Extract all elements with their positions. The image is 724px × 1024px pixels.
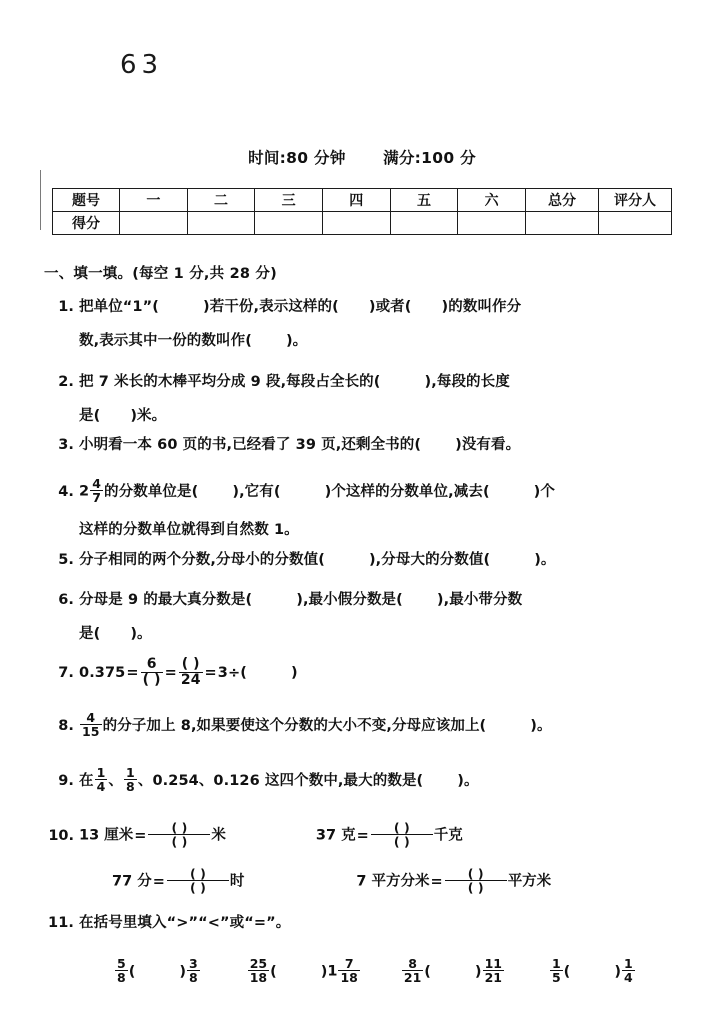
unit-conversion-item-4 [356, 868, 551, 895]
fraction-right [187, 957, 200, 984]
fraction-left [402, 957, 423, 984]
denominator: 8 [188, 970, 198, 986]
comparison-item-4 [549, 958, 636, 985]
q3-text-b: )没有看。 [455, 437, 521, 453]
q6-text-e: )。 [130, 626, 152, 642]
paren-open: ( [128, 963, 136, 980]
question-text [79, 710, 552, 740]
separator: 、 [137, 772, 153, 789]
denominator: 18 [340, 970, 358, 986]
unit-conversion-item-3 [112, 868, 244, 895]
fraction-2 [124, 766, 137, 793]
q1-text-f: )。 [285, 333, 308, 349]
numerator-blank[interactable]: ( ) [171, 820, 188, 835]
denominator-blank[interactable]: ( ) [167, 880, 229, 894]
q4-text-c: )个这样的分数单位,减去( [324, 483, 490, 500]
q6-text-d: 是( [79, 626, 101, 642]
question-number: 7. [58, 665, 74, 682]
numerator-blank[interactable]: ( ) [181, 656, 200, 672]
q5-text-a: 分子相同的两个分数,分母小的分数值( [79, 552, 325, 568]
score-table-header-cell: 三 [255, 189, 323, 212]
separator: 、 [108, 772, 124, 789]
q4-text-e: 这样的分数单位就得到自然数 1。 [79, 522, 299, 538]
q1-text-e: 数,表示其中一份的数叫作( [79, 333, 252, 349]
paren-open: ( [270, 963, 277, 980]
score-table-header-cell: 二 [187, 189, 255, 212]
numerator: 25 [249, 956, 268, 971]
numerator: 3 [188, 956, 198, 971]
fraction-left [248, 957, 269, 984]
question-4-line2 [44, 523, 710, 538]
q9-close: )。 [457, 772, 479, 789]
question-text [79, 552, 556, 568]
denominator: 4 [623, 970, 633, 986]
question-number: 9. [58, 772, 74, 789]
conversion-unit: 米 [211, 827, 226, 844]
question-5 [44, 553, 710, 568]
score-table [52, 188, 672, 235]
paren-close: ) [614, 963, 621, 980]
numerator: 1 [551, 956, 561, 971]
equals-sign: = [356, 827, 369, 844]
numerator: 8 [408, 956, 417, 971]
score-table-header-cell: 一 [120, 189, 188, 212]
denominator: 18 [249, 970, 268, 986]
section-heading: 一、填一填。(每空 1 分,共 28 分) [44, 266, 277, 282]
denominator: 8 [126, 779, 135, 795]
conversion-left: 77 分 [112, 873, 152, 890]
fraction [90, 477, 103, 504]
score-table-header-cell: 总分 [526, 189, 599, 212]
denominator-blank[interactable]: ( ) [445, 880, 507, 894]
q1-text-d: )的数叫作分 [441, 299, 522, 315]
q7-tail-close: ) [290, 665, 298, 682]
score-cell[interactable] [120, 212, 188, 235]
question-10 [44, 822, 716, 849]
q4-text-d: )个 [533, 483, 555, 500]
numerator: 4 [92, 476, 102, 491]
numerator: 6 [146, 656, 157, 672]
question-number: 5. [58, 552, 74, 568]
numerator: 1 [126, 765, 135, 780]
score-table-row-label: 得分 [53, 212, 120, 235]
comparison-item-2 [247, 958, 361, 985]
question-9 [44, 767, 710, 794]
score-table-value-row [53, 212, 672, 235]
question-11 [44, 916, 710, 931]
q6-text-b: ),最小假分数是( [296, 592, 403, 608]
numerator: 1 [96, 765, 106, 780]
fraction-2[interactable] [179, 657, 203, 687]
q9-text: 0.254、0.126 这四个数中,最大的数是( [152, 772, 424, 789]
question-expression [79, 656, 298, 688]
denominator: 24 [180, 671, 201, 688]
fraction-left [115, 957, 128, 984]
fraction[interactable] [371, 821, 433, 848]
q1-text-c: )或者( [368, 299, 412, 315]
score-cell[interactable] [187, 212, 255, 235]
q1-text-b: )若干份,表示这样的( [202, 299, 339, 315]
question-text [79, 299, 521, 315]
numerator-blank[interactable]: ( ) [467, 866, 484, 881]
fraction-1[interactable] [141, 657, 163, 687]
q6-text-c: ),最小带分数 [436, 592, 523, 608]
question-text [79, 437, 520, 453]
denominator-blank[interactable]: ( ) [148, 834, 210, 848]
score-table-header-row [53, 189, 672, 212]
score-cell[interactable] [390, 212, 458, 235]
score-cell[interactable] [458, 212, 526, 235]
question-number: 1. [58, 299, 74, 315]
numerator: 1 [623, 956, 633, 971]
denominator: 15 [82, 724, 100, 740]
score-cell[interactable] [526, 212, 599, 235]
question-8 [44, 712, 710, 739]
q2-text-b: ),每段的长度 [424, 374, 510, 390]
question-text [79, 374, 510, 390]
conversion-left: 7 平方分米 [356, 873, 430, 890]
q8-text-a: 的分子加上 8,如果要使这个分数的大小不变,分母应该加上( [102, 717, 487, 734]
denominator: 4 [96, 779, 106, 795]
question-text [79, 476, 555, 506]
denominator: 8 [117, 970, 126, 986]
question-2-line2 [44, 409, 710, 424]
numerator: 5 [117, 956, 126, 971]
numerator-blank[interactable]: ( ) [393, 820, 410, 835]
fraction-left [550, 957, 563, 984]
q2-text-a: 把 7 米长的木棒平均分成 9 段,每段占全长的( [79, 374, 381, 390]
fraction-right [483, 957, 504, 984]
q5-text-c: )。 [534, 552, 556, 568]
fraction[interactable] [445, 867, 507, 894]
denominator-blank[interactable]: ( ) [371, 834, 433, 848]
q9-lead: 在 [79, 772, 94, 789]
fraction [80, 711, 102, 738]
decimal-value: 0.375 [79, 665, 126, 682]
comparison-item-3 [401, 958, 505, 985]
equals-sign: = [126, 665, 139, 682]
question-number: 6. [58, 592, 74, 608]
question-number: 2. [58, 374, 74, 390]
paren-open: ( [563, 963, 571, 980]
fraction-right [622, 957, 635, 984]
question-11-comparisons [44, 958, 716, 985]
score-table-header-cell: 六 [458, 189, 526, 212]
conversion-unit: 时 [229, 873, 245, 890]
whole-part: 1 [327, 963, 338, 980]
fraction[interactable] [148, 821, 210, 848]
conversion-left: 13 厘米 [79, 827, 134, 844]
denominator: 21 [403, 970, 422, 986]
numerator-blank[interactable]: ( ) [190, 866, 206, 881]
equals-sign: = [164, 665, 177, 682]
paren-close: ) [320, 963, 328, 980]
question-1-line2 [44, 334, 710, 349]
equals-sign: = [204, 665, 217, 682]
paren-close: ) [179, 963, 186, 980]
binding-rule [40, 170, 41, 230]
page-number: 63 [120, 50, 164, 80]
exam-time: 时间:80 分钟 [248, 149, 346, 167]
question-number: 3. [58, 437, 74, 453]
question-4 [44, 478, 710, 505]
conversion-unit: 千克 [433, 827, 463, 844]
question-6 [44, 593, 710, 608]
exam-meta [0, 146, 724, 168]
score-table-header-cell: 题号 [53, 189, 120, 212]
conversion-unit: 平方米 [507, 873, 552, 890]
score-cell[interactable] [322, 212, 390, 235]
score-cell[interactable] [255, 212, 323, 235]
unit-conversion-item-1 [79, 822, 226, 849]
fraction-1 [95, 766, 108, 793]
question-10-line2 [44, 868, 716, 895]
equals-sign: = [134, 827, 147, 844]
question-number: 8. [58, 717, 74, 734]
conversion-left: 37 克 [315, 827, 356, 844]
score-table-header-cell: 四 [322, 189, 390, 212]
denominator: 21 [484, 970, 502, 986]
question-6-line2 [44, 627, 710, 642]
q6-text-a: 分母是 9 的最大真分数是( [79, 592, 253, 608]
question-3 [44, 438, 710, 453]
q4-text-b: ),它有( [232, 483, 281, 500]
question-text [79, 765, 479, 795]
paren-close: ) [474, 963, 482, 980]
mixed-number [79, 478, 104, 505]
numerator: 7 [344, 956, 354, 971]
score-table-header-cell: 评分人 [599, 189, 672, 212]
question-2 [44, 375, 710, 390]
denominator: 5 [551, 970, 561, 986]
equals-sign: = [430, 873, 443, 890]
whole-part: 2 [79, 483, 90, 500]
q8-text-b: )。 [530, 717, 552, 734]
unit-conversion-item-2 [316, 822, 463, 849]
denominator-blank[interactable]: ( ) [142, 671, 161, 688]
equals-sign: = [152, 873, 165, 890]
score-table-header-cell: 五 [390, 189, 458, 212]
question-number: 4. [58, 483, 74, 500]
question-text: 在括号里填入“>”“<”或“=”。 [79, 915, 291, 931]
numerator: 11 [484, 956, 502, 971]
score-cell[interactable] [599, 212, 672, 235]
q1-text-a: 把单位“1”( [79, 299, 159, 315]
question-text [79, 592, 522, 608]
question-7 [44, 658, 710, 688]
q4-text-a: 的分数单位是( [104, 483, 199, 500]
numerator: 4 [86, 710, 96, 725]
fraction-right [338, 957, 359, 984]
exam-total-score: 满分:100 分 [383, 149, 476, 167]
paren-open: ( [424, 963, 431, 980]
denominator: 7 [92, 490, 102, 506]
question-number: 10. [48, 827, 74, 844]
comparison-item-1 [114, 958, 201, 985]
fraction[interactable] [167, 867, 229, 894]
question-1 [44, 300, 710, 315]
q5-text-b: ),分母大的分数值( [368, 552, 491, 568]
q2-text-c: 是( [79, 408, 101, 424]
q2-text-d: )米。 [130, 408, 167, 424]
question-number: 11. [48, 915, 74, 931]
q7-tail: 3÷( [217, 665, 247, 682]
q3-text-a: 小明看一本 60 页的书,已经看了 39 页,还剩全书的( [79, 437, 422, 453]
